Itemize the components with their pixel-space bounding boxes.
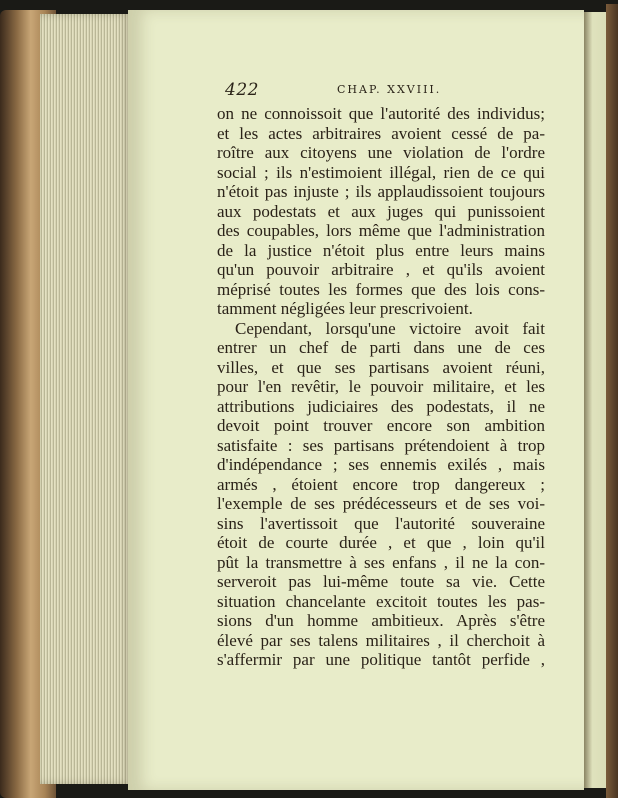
text-line: et les actes arbitraires avoient cessé de pa- [217, 123, 545, 143]
text-line: tamment négligées leur prescrivoient. [217, 299, 473, 318]
text-line: de la justice n'étoit plus entre leurs mains [217, 240, 545, 260]
page-edges [40, 14, 132, 784]
text-line: pour l'en revêtir, le pouvoir militaire, et les [217, 377, 545, 396]
text-line: s'affermir par une politique tantôt perfide , [217, 650, 545, 669]
facing-page-edge [584, 12, 608, 788]
text-line: sions d'un homme ambitieux. Après s'être [217, 611, 545, 630]
text-line: méprisé toutes les formes que des lois cons- [217, 279, 545, 299]
page-number: 422 [225, 80, 259, 100]
text-line: entrer un chef de parti dans une de ces [217, 338, 545, 357]
running-head: CHAP. XXVIII. [337, 83, 442, 96]
text-line: pût la transmettre à ses enfans , il ne la con- [217, 552, 545, 572]
text-line: serveroit pas lui-même toute sa vie. Cette [217, 572, 545, 591]
text-line: satisfaite : ses partisans prétendoient à trop [217, 435, 545, 455]
text-line: n'étoit pas injuste ; ils applaudissoient toujours [217, 182, 545, 201]
text-line: d'indépendance ; ses ennemis exilés , mais [217, 455, 545, 474]
body-text [217, 104, 545, 670]
text-line: étoit de courte durée , et que , loin qu'il [217, 533, 545, 552]
text-line: armés , étoient encore trop dangereux ; [217, 474, 545, 494]
text-line: qu'un pouvoir arbitraire , et qu'ils avoient [217, 260, 545, 279]
text-line: villes, et que ses partisans avoient réuni, [217, 357, 545, 377]
text-line: élevé par ses talens militaires , il cherchoit à [217, 630, 545, 650]
paragraph-2 [217, 319, 545, 670]
text-line: sins l'avertissoit que l'autorité souveraine [217, 513, 545, 533]
text-line: roître aux citoyens une violation de l'ordre [217, 143, 545, 162]
text-line: aux podestats et aux juges qui punissoient [217, 201, 545, 221]
text-line: des coupables, lors même que l'administration [217, 221, 545, 240]
text-line: Cependant, lorsqu'une victoire avoit fait [235, 318, 545, 338]
text-line: on ne connoissoit que l'autorité des individus; [217, 104, 545, 123]
text-line: attributions judiciaires des podestats, il ne [217, 396, 545, 416]
book-cover-edge [606, 4, 618, 798]
text-line: devoit point trouver encore son ambition [217, 416, 545, 435]
page-header [225, 80, 545, 102]
text-line: l'exemple de ses prédécesseurs et de ses voi- [217, 494, 545, 513]
text-line: situation chancelante excitoit toutes les pas- [217, 591, 545, 611]
paragraph-1 [217, 104, 545, 319]
text-line: social ; ils n'estimoient illégal, rien de ce qui [217, 162, 545, 182]
